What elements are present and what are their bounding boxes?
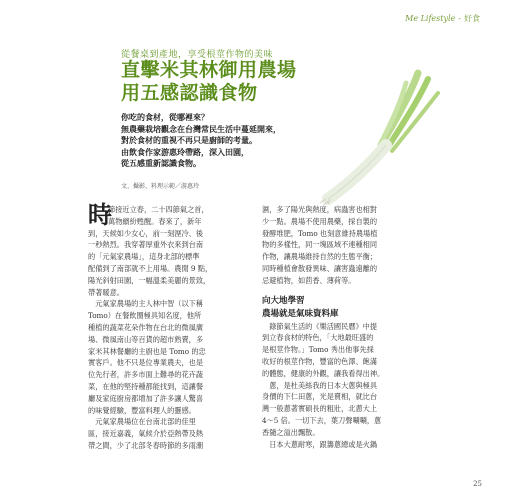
body-line: 4～5 倍。一切下去，葉刀聲唰唰，蔥 bbox=[262, 415, 382, 425]
body-line: 日本大蔥耐寒，跟籌蔥總或是火鍋 bbox=[262, 439, 378, 449]
intro-line: 對於食材的重視不再只是廚師的考量。 bbox=[121, 135, 257, 145]
intro-line: 從五感重新認識食物。 bbox=[121, 158, 201, 168]
body-line: 香隨之溢出飄散。 bbox=[262, 427, 320, 437]
intro-line: 無農藥栽培觀念在台灣常民生活中蔓延開來， bbox=[121, 123, 281, 134]
left-column bbox=[88, 228, 243, 452]
body-line: 忌避植物，如茴香、薄荷等。 bbox=[262, 275, 356, 285]
drop-cap: 時 bbox=[88, 200, 112, 229]
body-line: 帶之間，少了北部冬春時節的多雨潮 bbox=[88, 440, 204, 450]
running-header bbox=[405, 13, 480, 24]
body-line: 元氣家農場的主人林中智（以下稱 bbox=[88, 299, 204, 309]
article-title bbox=[121, 59, 297, 105]
body-line: 到立春食材的特色，「大地最旺盛的 bbox=[262, 333, 374, 343]
body-line: 實客戶。他不只是位專業農夫，也是 bbox=[88, 358, 204, 368]
body-line: 物的多樣性，同一塊區域不連種相同 bbox=[262, 240, 378, 250]
body-line: 同時種植會散發異味、讓害蟲遠離的 bbox=[262, 263, 378, 273]
body-line: 元氣家農場位在台南北部的佳里 bbox=[88, 417, 196, 427]
body-line: 萬物繽紛甦醒。春來了，新年 bbox=[108, 216, 202, 226]
body-line: 的味覺經驗，豐富料理人的靈感。 bbox=[88, 405, 196, 415]
body-line: 蔥，是杜美絲我的日本大蔥與極具 bbox=[262, 380, 378, 390]
intro-line: 由飲食作家游惠玲帶路，深入田園， bbox=[121, 146, 249, 157]
series-name: Me Lifestyle bbox=[405, 14, 456, 23]
body-line: 少一點。農場不使用農藥，採自製的 bbox=[262, 216, 378, 226]
body-line: 位先行者，許多市面上難尋的花卉蔬 bbox=[88, 370, 204, 380]
body-line: 作物，讓農場維持自然的生態平衡； bbox=[262, 252, 378, 262]
right-column bbox=[262, 204, 414, 450]
body-line: 身價的下仁田蔥，光是賣相，就比台 bbox=[262, 392, 378, 402]
body-line: 收好的根莖作物，豐富的色澤、飽滿 bbox=[262, 356, 378, 366]
section-heading-line: 向大地學習 bbox=[262, 295, 305, 306]
page-number: 25 bbox=[473, 480, 482, 488]
body-line: Tomo）在餐飲圈極具知名度，他所 bbox=[88, 311, 202, 321]
leek-illustration bbox=[300, 65, 450, 205]
body-line: 配備到了南部就不上用場。農閒 9 點， bbox=[88, 263, 213, 273]
body-line: 發酵堆肥，Tomo 也刻意維持農場植 bbox=[262, 228, 378, 238]
body-line: 錄節氣生活的《樂活國民曆》中提 bbox=[262, 321, 378, 331]
body-line: 節接近立春，二十四節氣之首， bbox=[108, 205, 209, 214]
body-line: 廳及家庭廚房都增加了許多讓人驚喜 bbox=[88, 393, 204, 403]
header-separator: - bbox=[458, 14, 461, 23]
body-line: 濕，多了陽光與熱度，病蟲害也相對 bbox=[262, 205, 378, 214]
body-line: 到，天候如少女心，前一刻溼冷、後 bbox=[88, 228, 204, 238]
body-line: 灣一般蔥著實碩長的粗壯，北蔥大上 bbox=[262, 404, 378, 414]
body-line: 區，接近嘉義，氣候介於亞熱帶及熱 bbox=[88, 429, 204, 439]
body-line: 種植的蔬菜花朵作物在台北的微風廣 bbox=[88, 322, 204, 332]
body-line: 的「元氣家農場」，這身北部的標準 bbox=[88, 252, 200, 262]
article-subtitle: 從餐桌到產地，享受根莖作物的美味 bbox=[121, 50, 274, 60]
section-name: 好食 bbox=[464, 14, 480, 23]
spacer bbox=[262, 287, 414, 295]
intro-line: 你吃的食材，從哪裡來？ bbox=[121, 112, 209, 122]
section-heading-line: 農場就是氣味資料庫 bbox=[262, 308, 339, 319]
body-line: 場、微風南山等百貨的超市熟賣，多 bbox=[88, 334, 204, 344]
first-lines bbox=[108, 204, 209, 228]
body-line: 菜，在他的堅持種都能找到，這讓餐 bbox=[88, 381, 204, 391]
article-intro bbox=[121, 112, 296, 170]
body-line: 是根莖作物。」Tomo 秀出他事先採 bbox=[262, 345, 374, 355]
section-heading bbox=[262, 295, 414, 321]
body-line: 一秒熱烈。我穿著厚重外衣來到台南 bbox=[88, 240, 204, 250]
body-line: 帶著暖意。 bbox=[88, 287, 124, 297]
body-line: 陽光斜射田園，一幅溫柔美麗的景致， bbox=[88, 275, 211, 285]
body-line: 家米其林餐廳的主廚也是 Tomo 的忠 bbox=[88, 346, 206, 356]
title-line: 直擊米其林御用農場 bbox=[121, 59, 297, 81]
body-line: 的體態，健康的外觀，讓我看得出神。 bbox=[262, 368, 385, 378]
title-line: 用五感認識食物 bbox=[121, 82, 258, 104]
author-credit: 文、攝影、料理示範／游惠玲 bbox=[121, 183, 200, 190]
